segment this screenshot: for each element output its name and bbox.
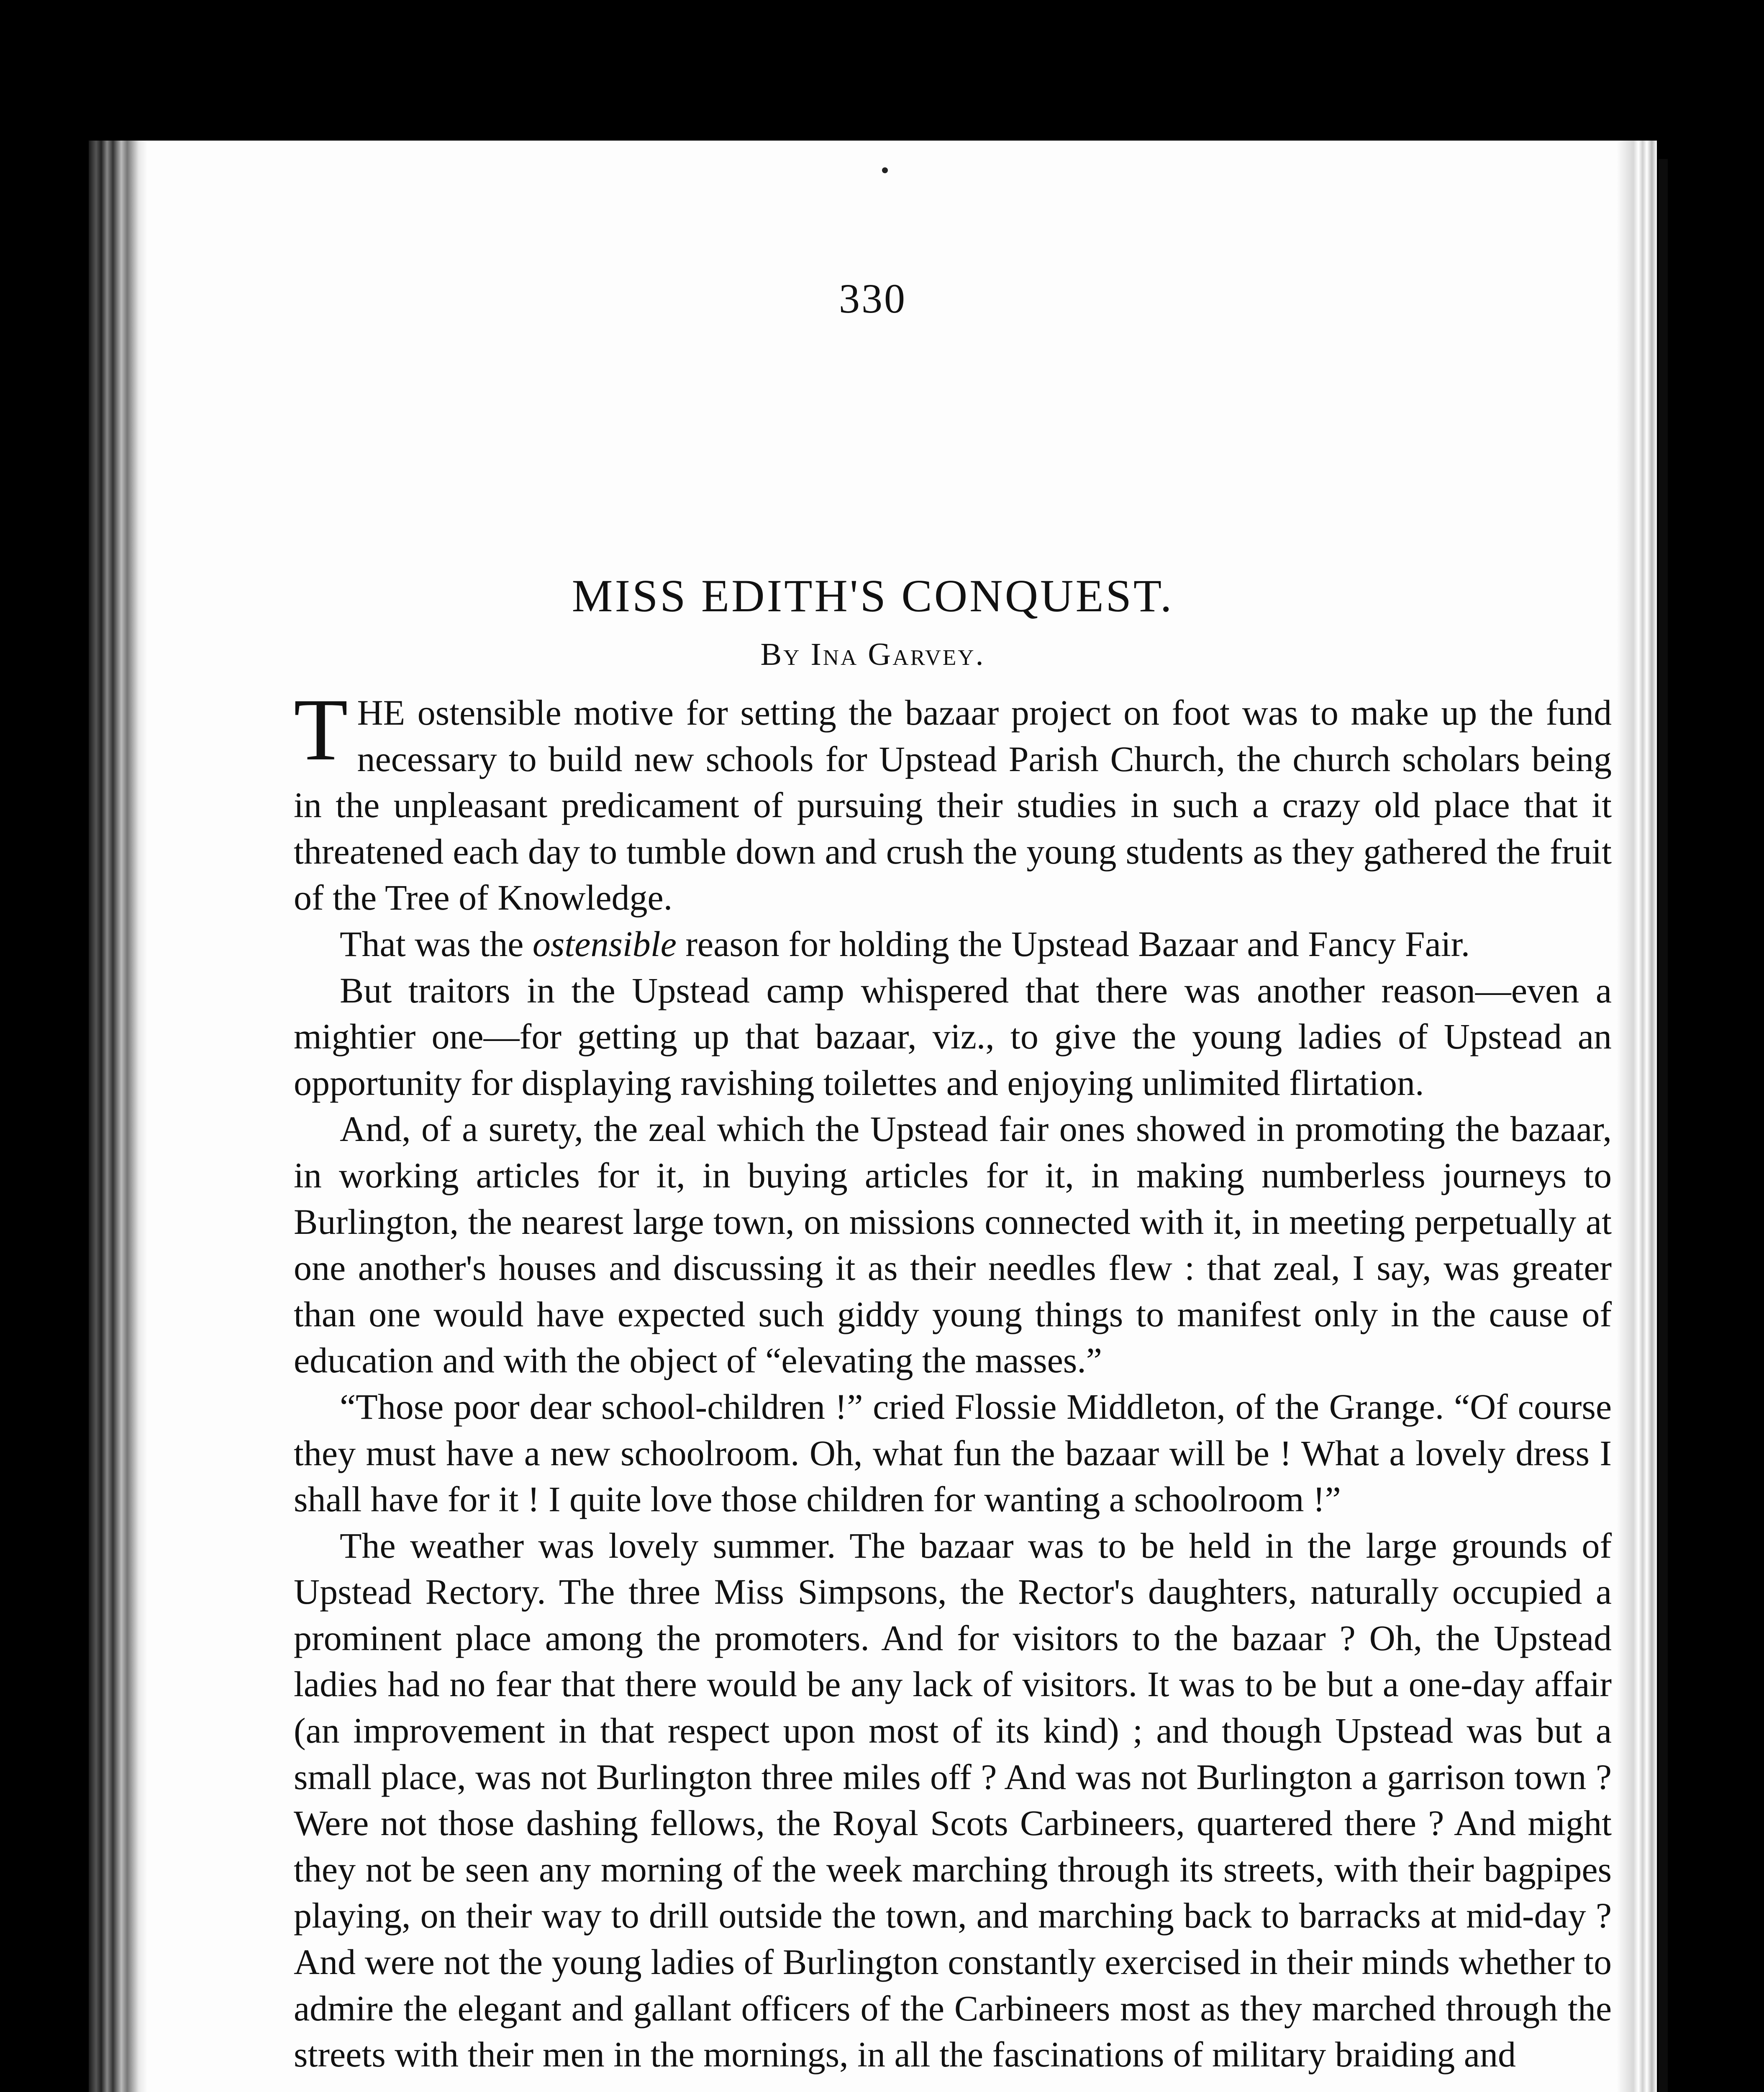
paragraph: [294, 680, 1612, 921]
paragraph-text: reason for holding the Upstead Bazaar and Fancy Fair.: [685, 923, 1470, 964]
paragraph: But traitors in the Upstead camp whispered that there was another reason—even a mightier one—for getting up that bazaar, viz., to give the young ladies of Upstead an opportunity for displaying ravishing toilettes and enjoying unlimited flirtation.: [294, 970, 1612, 1103]
page-stack-edge: [1659, 159, 1668, 2092]
article-title: MISS EDITH'S CONQUEST.: [572, 570, 1174, 621]
paragraph-text: That was the: [340, 923, 524, 964]
italic-word: ostensible: [532, 923, 677, 964]
speck: [882, 167, 888, 173]
paragraph: The weather was lovely summer. The bazaar was to be held in the large grounds of Upstead Rectory. The three Miss Simpsons, the Rector's daughters, naturally occupied a prominent place among the promoters. And for visitors to the bazaar ? Oh, the Upstead ladies had no fear that there would be any lack of visitors. It was to be but a one-day affair (an improvement in that respect upon most of its kind) ; and though Upstead was but a small place, was not Burlington three miles off ? And was not Burlington a garrison town ? Were not those dashing fellows, the Royal Scots Carbineers, quartered there ? And might they not be seen any morning of the week marching through its streets, with their bagpipes playing, on their way to drill outside the town, and marching back to barracks at mid-day ? And were not the young ladies of Burlington constantly exercised in their minds whether to admire the elegant and gallant officers of the Carbineers most as they marched through the streets with their men in the mornings, in all the fascinations of military braiding and: [294, 1525, 1612, 2075]
article-byline: By Ina Garvey.: [760, 637, 985, 672]
paragraph: “Those poor dear school-children !” cried Flossie Middleton, of the Grange. “Of course they must have a new schoolroom. Oh, what fun the bazaar will be ! What a lovely dress I shall have for it ! I quite love those children for wanting a schoolroom !”: [294, 1386, 1612, 1520]
book-page: [89, 141, 1657, 2092]
drop-cap: T: [294, 680, 348, 779]
page-edge: [1617, 141, 1657, 2092]
page-number: 330: [839, 275, 907, 322]
paragraph: [294, 921, 1612, 967]
paragraph-text: HE ostensible motive for setting the bazaar project on foot was to make up the fund necessary to build new schools for Upstead Parish Church, the church scholars being in the unpleasant predicament of pursuing their studies in such a crazy old place that it threatened each day to tumble down and crush the young students as they gathered the fruit of the Tree of Knowledge.: [294, 692, 1612, 918]
binding-gutter: [89, 141, 147, 2092]
article-body: [294, 680, 1612, 2078]
paragraph: And, of a surety, the zeal which the Upstead fair ones showed in promoting the bazaar, in working articles for it, in buying articles for it, in making numberless journeys to Burlington, the nearest large town, on missions connected with it, in meeting perpetually at one another's houses and discussing it as their needles flew : that zeal, I say, was greater than one would have expected such giddy young things to manifest only in the cause of education and with the object of “elevating the masses.”: [294, 1109, 1612, 1381]
